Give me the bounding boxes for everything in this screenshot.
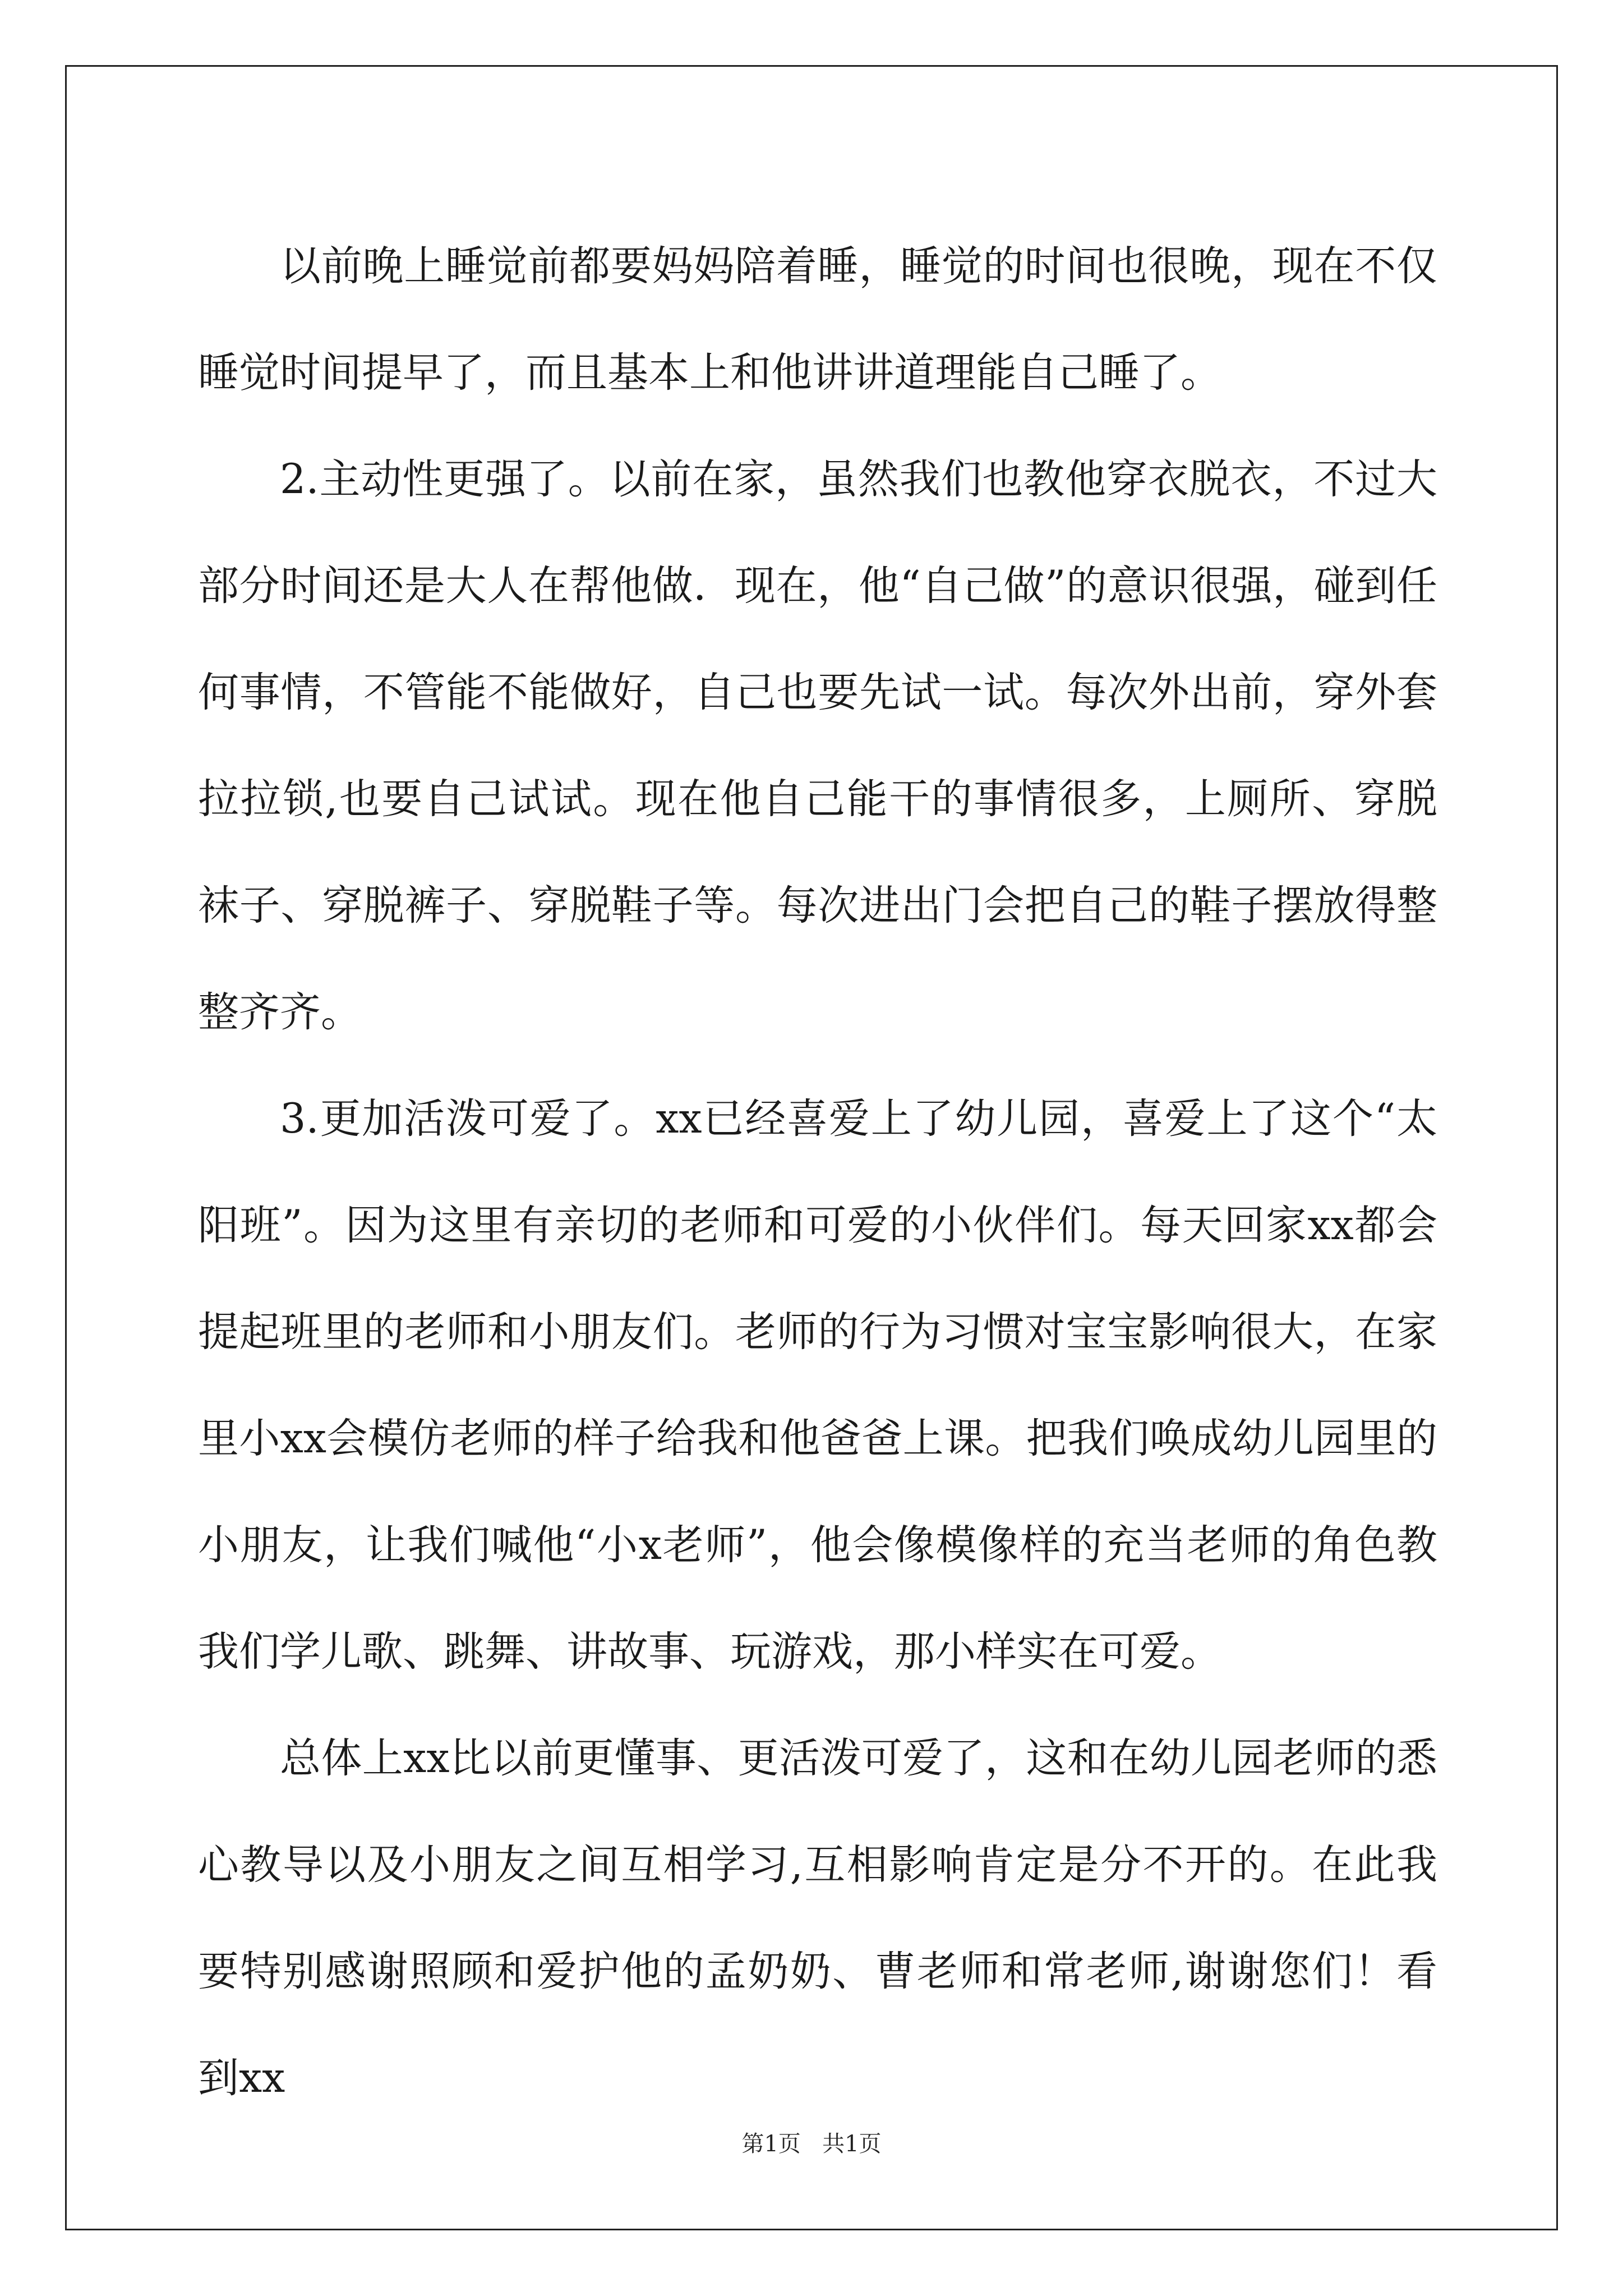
paragraph-2: 2.主动性更强了。以前在家，虽然我们也教他穿衣脱衣，不过大部分时间还是大人在帮他做．现在，他“自己做”的意识很强，碰到任何事情，不管能不能做好，自己也要先试一试。每次外出前，穿外套拉拉锁,也要自己试试。现在他自己能干的事情很多，上厕所、穿脱袜子、穿脱裤子、穿脱鞋子等。每次进出门会把自己的鞋子摆放得整整齐齐。 <box>198 455 1437 1036</box>
page-number: 第1页 <box>741 2131 801 2157</box>
paragraph-4: 总体上xx比以前更懂事、更活泼可爱了，这和在幼儿园老师的悉心教导以及小朋友之间互相学习,互相影响肯定是分不开的。在此我要特别感谢照顾和爱护他的孟奶奶、曹老师和常老师,谢谢您们！看到xx <box>198 1734 1437 2102</box>
document-body <box>198 213 1437 2132</box>
page-footer <box>0 2126 1623 2158</box>
paragraph-1: 以前晚上睡觉前都要妈妈陪着睡，睡觉的时间也很晚，现在不仅睡觉时间提早了，而且基本上和他讲讲道理能自己睡了。 <box>198 242 1437 397</box>
paragraph-3: 3.更加活泼可爱了。xx已经喜爱上了幼儿园，喜爱上了这个“太阳班”。因为这里有亲切的老师和可爱的小伙伴们。每天回家xx都会提起班里的老师和小朋友们。老师的行为习惯对宝宝影响很大，在家里小xx会模仿老师的样子给我和他爸爸上课。把我们唤成幼儿园里的小朋友，让我们喊他“小x老师”，他会像模像样的充当老师的角色教我们学儿歌、跳舞、讲故事、玩游戏，那小样实在可爱。 <box>198 1095 1437 1676</box>
total-pages: 共1页 <box>822 2131 882 2157</box>
